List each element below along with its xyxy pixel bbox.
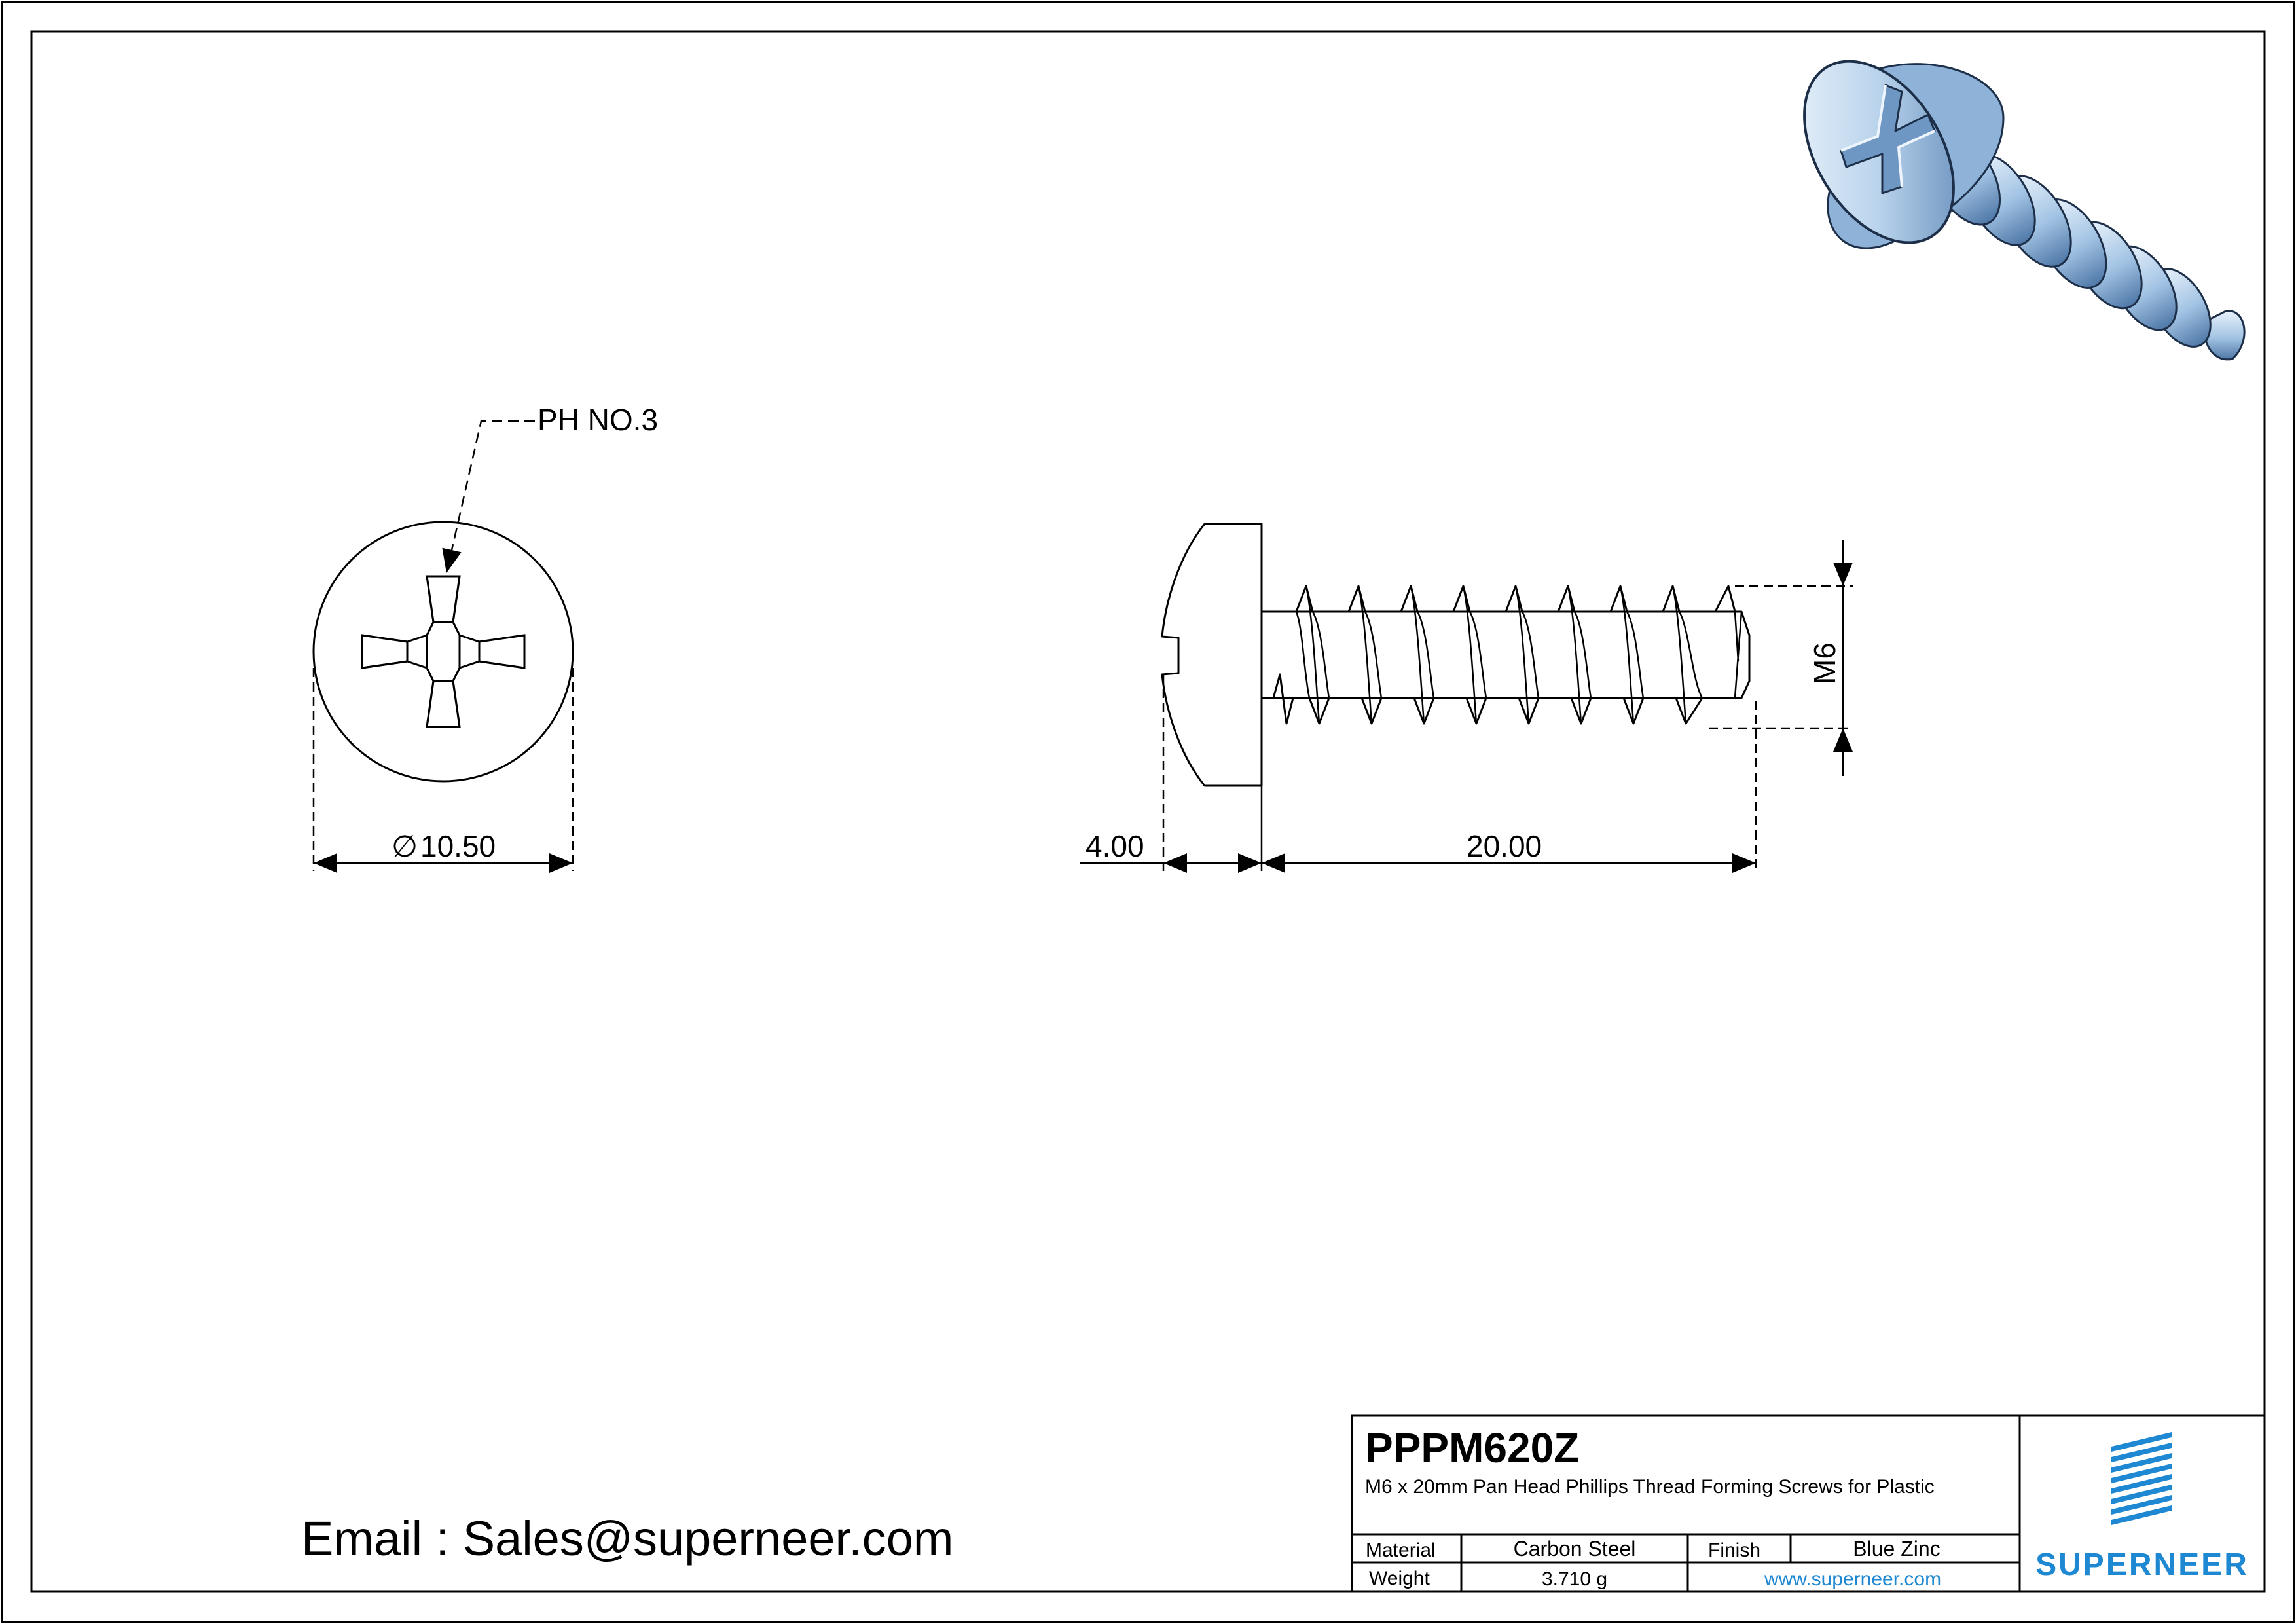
head-height-value: 4.00 [1085, 829, 1144, 863]
finish-value: Blue Zinc [1853, 1537, 1941, 1560]
side-view-dimensions [1080, 540, 1853, 871]
diameter-symbol: ∅ [392, 829, 418, 863]
phillips-recess-icon [362, 576, 524, 727]
weight-value: 3.710 g [1541, 1568, 1608, 1590]
screw-side-view [1162, 524, 1749, 786]
website-link[interactable]: www.superneer.com [1764, 1568, 1942, 1590]
drive-callout-label: PH NO.3 [538, 403, 659, 437]
thread-crests [1273, 586, 1735, 724]
thread-size-value: M6 [1808, 642, 1842, 684]
superneer-logo-icon [2111, 1432, 2172, 1525]
pan-head-outline [1162, 524, 1262, 786]
sheet-border [2, 2, 2294, 1622]
brand-name: SUPERNEER [2035, 1547, 2249, 1582]
head-diameter-value: 10.50 [420, 829, 496, 863]
contact-email: Email : Sales@superneer.com [301, 1511, 954, 1566]
head-top-view [314, 522, 573, 781]
length-value: 20.00 [1467, 829, 1542, 863]
screw-3d-illustration [1774, 35, 2244, 360]
drive-callout-leader [446, 421, 535, 573]
weight-label: Weight [1369, 1568, 1430, 1589]
part-description: M6 x 20mm Pan Head Phillips Thread Forming Screws for Plastic [1365, 1476, 1935, 1498]
material-label: Material [1366, 1540, 1436, 1561]
finish-label: Finish [1708, 1540, 1761, 1561]
material-value: Carbon Steel [1513, 1537, 1636, 1560]
part-number: PPPM620Z [1365, 1424, 1580, 1471]
